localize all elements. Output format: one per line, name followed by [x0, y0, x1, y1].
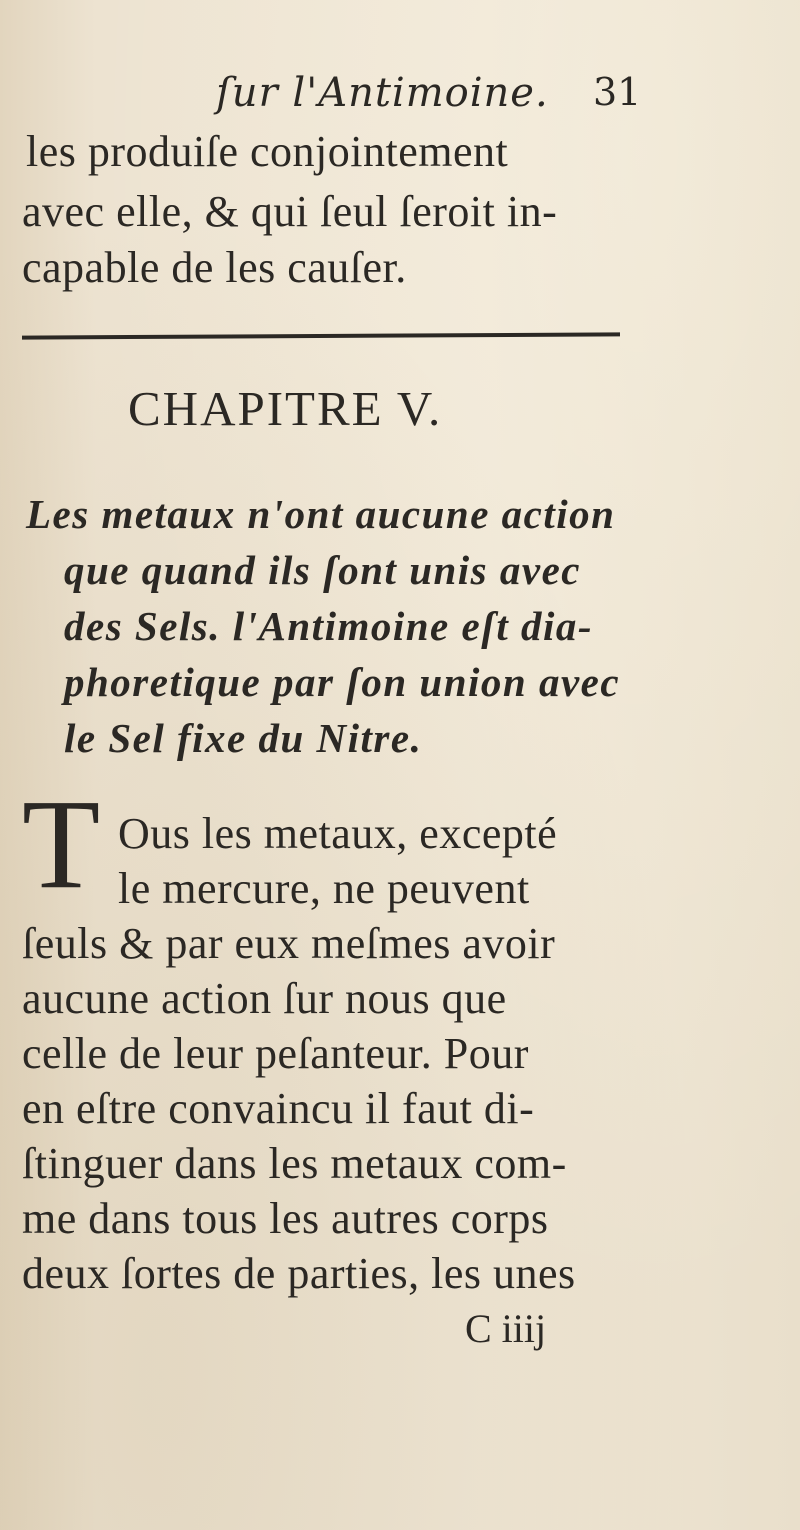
chapter-summary-line: des Sels. l'Antimoine eſt dia- — [64, 603, 594, 649]
chapter-title: CHAPITRE V. — [128, 381, 443, 436]
body-line: celle de leur peſanteur. Pour — [22, 1029, 529, 1078]
intro-line: avec elle, & qui ſeul ſeroit in- — [22, 187, 558, 236]
chapter-summary-line: que quand ils ſont unis avec — [64, 547, 581, 593]
chapter-summary-line: le Sel fixe du Nitre. — [64, 715, 423, 761]
running-title: ſur l'Antimoine. — [216, 70, 549, 116]
body-line: le mercure, ne peuvent — [118, 864, 530, 913]
signature-mark: C iiij — [465, 1306, 547, 1351]
body-line: en eſtre convaincu il faut di- — [22, 1084, 535, 1133]
body-line: Ous les metaux, excepté — [118, 809, 558, 858]
body-line: aucune action ſur nous que — [22, 974, 507, 1023]
body-line: ſeuls & par eux meſmes avoir — [22, 919, 556, 968]
body-line: me dans tous les autres corps — [22, 1194, 549, 1243]
intro-line: les produiſe conjointement — [26, 127, 509, 176]
intro-line: capable de les cauſer. — [22, 243, 407, 292]
body-line: deux ſortes de parties, les unes — [22, 1249, 576, 1298]
chapter-summary-line: phoretique par ſon union avec — [64, 659, 621, 705]
body-line: ſtinguer dans les metaux com- — [22, 1139, 567, 1188]
section-rule — [22, 332, 620, 339]
drop-cap: T — [22, 773, 101, 915]
chapter-summary-line: Les metaux n'ont aucune action — [26, 491, 616, 537]
page-number: 31 — [593, 70, 642, 114]
